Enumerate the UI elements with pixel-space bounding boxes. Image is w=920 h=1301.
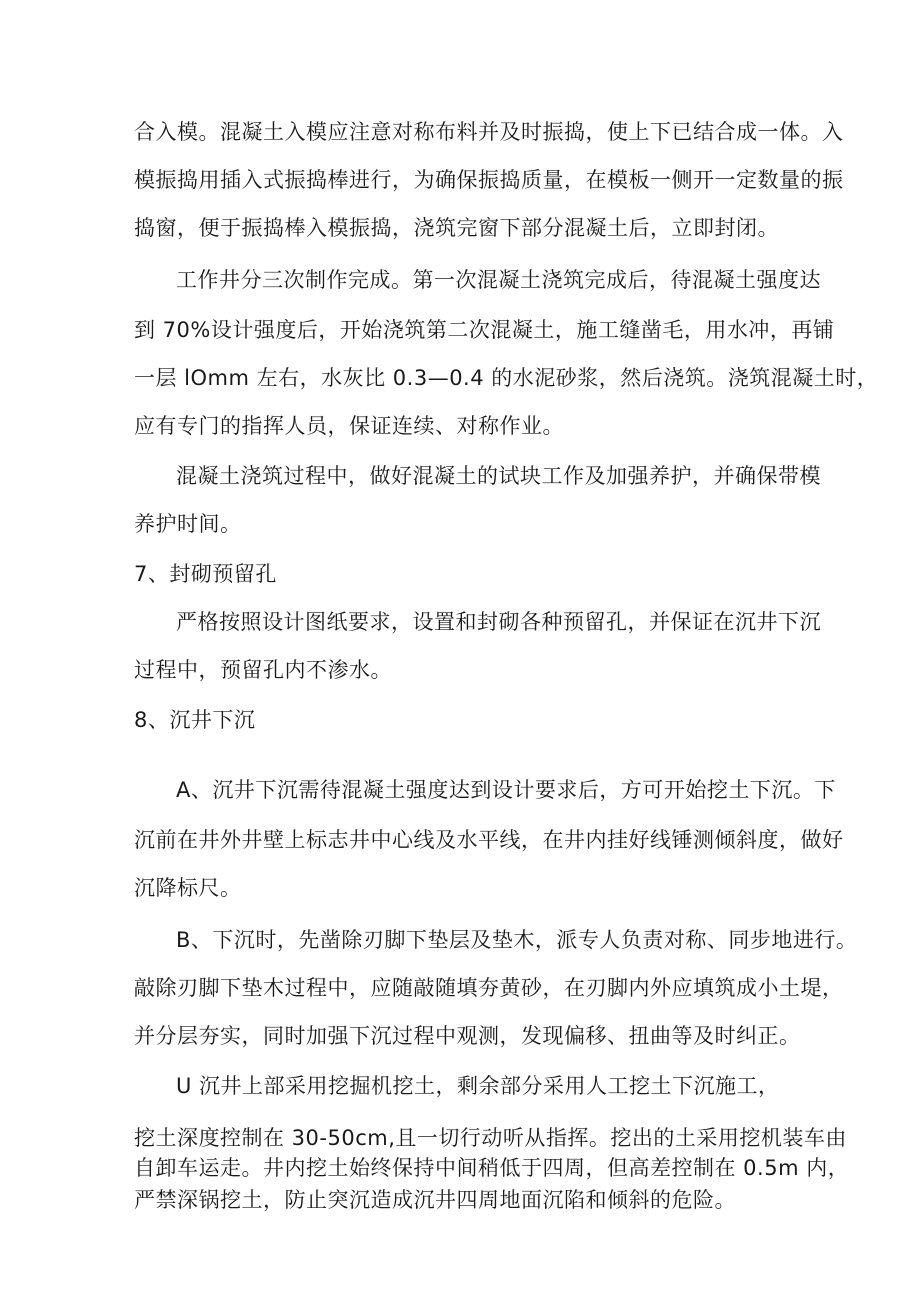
text-line: 一层 lOmm 左右，水灰比 0.3—0.4 的水泥砂浆，然后浇筑。浇筑混凝土时， bbox=[134, 366, 879, 390]
text-line: 过程中，预留孔内不渗水。 bbox=[134, 658, 392, 682]
text-line: 养护时间。 bbox=[134, 512, 242, 536]
text-line: 模振捣用插入式振捣棒进行，为确保振捣质量，在模板一侧开一定数量的振 bbox=[134, 168, 844, 192]
text-line: 挖土深度控制在 30-50cm,且一切行动听从指挥。挖出的土采用挖机装车由 bbox=[134, 1126, 847, 1150]
text-line: 混凝土浇筑过程中，做好混凝土的试块工作及加强养护，并确保带模 bbox=[176, 464, 821, 488]
text-line: 并分层夯实，同时加强下沉过程中观测，发现偏移、扭曲等及时纠正。 bbox=[134, 1024, 801, 1048]
text-line: U 沉井上部采用挖掘机挖土，剩余部分采用人工挖土下沉施工， bbox=[176, 1074, 780, 1098]
text-line: B、下沉时，先凿除刃脚下垫层及垫木，派专人负责对称、同步地进行。 bbox=[176, 928, 858, 952]
text-line: 严禁深锅挖土，防止突沉造成沉井四周地面沉陷和倾斜的危险。 bbox=[134, 1188, 736, 1212]
text-line: 合入模。混凝土入模应注意对称布料并及时振捣，使上下已结合成一体。入 bbox=[134, 120, 844, 144]
text-line: 自卸车运走。井内挖土始终保持中间稍低于四周，但高差控制在 0.5m 内， bbox=[134, 1156, 850, 1180]
text-line: 沉降标尺。 bbox=[134, 876, 242, 900]
section-heading: 7、封砌预留孔 bbox=[134, 562, 277, 586]
text-line: 工作井分三次制作完成。第一次混凝土浇筑完成后，待混凝土强度达 bbox=[176, 268, 821, 292]
section-heading: 8、沉井下沉 bbox=[134, 708, 256, 732]
text-line: 到 70%设计强度后，开始浇筑第二次混凝土，施工缝凿毛，用水冲，再铺 bbox=[134, 318, 835, 342]
text-line: 敲除刃脚下垫木过程中，应随敲随填夯黄砂，在刃脚内外应填筑成小土堤， bbox=[134, 976, 844, 1000]
text-line: 严格按照设计图纸要求，设置和封砌各种预留孔，并保证在沉井下沉 bbox=[176, 610, 821, 634]
text-line: 捣窗，便于振捣棒入模振捣，浇筑完窗下部分混凝土后，立即封闭。 bbox=[134, 216, 779, 240]
text-line: A、沉井下沉需待混凝土强度达到设计要求后，方可开始挖土下沉。下 bbox=[176, 778, 836, 802]
text-line: 应有专门的指挥人员，保证连续、对称作业。 bbox=[134, 414, 564, 438]
text-line: 沉前在井外井壁上标志井中心线及水平线，在井内挂好线锤测倾斜度，做好 bbox=[134, 828, 844, 852]
